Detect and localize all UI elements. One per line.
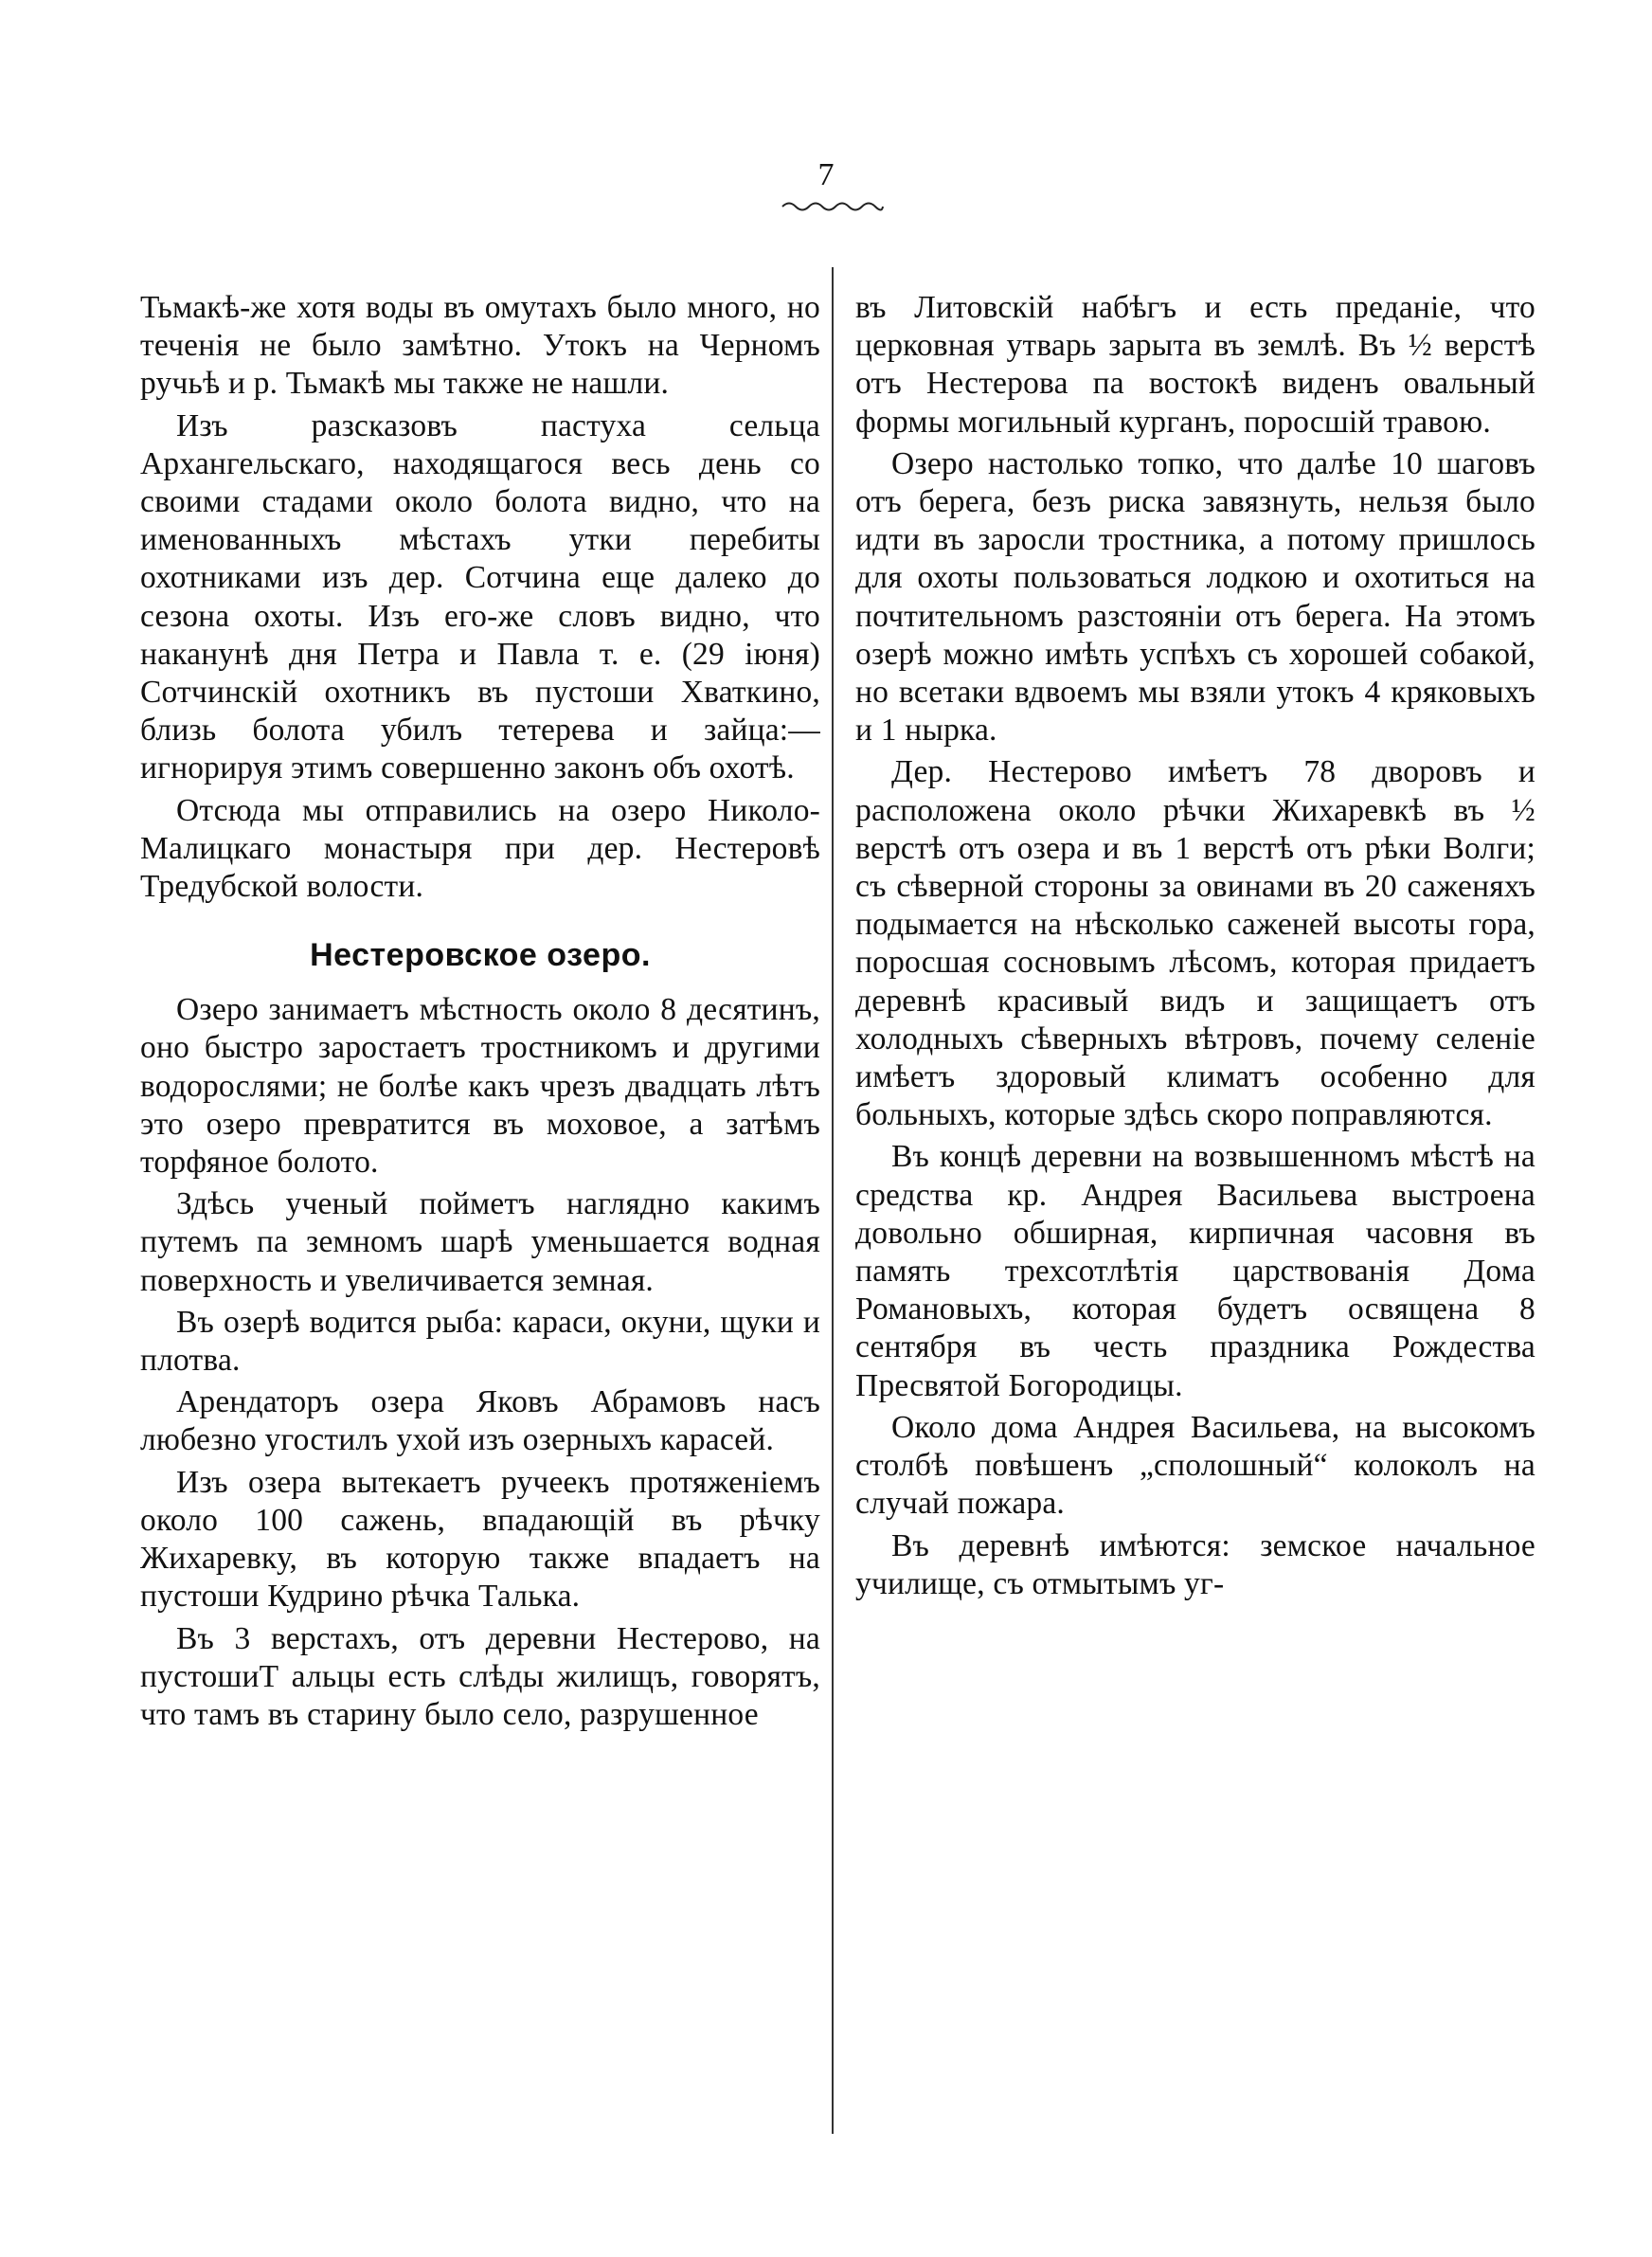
right-column	[855, 289, 1535, 1607]
section-heading: Нестеровское озеро.	[310, 937, 651, 974]
left-paragraph-7: Арендаторъ озера Яковъ Абрамовъ насъ любезно угостилъ ухой изъ озерныхъ карасей.	[140, 1384, 820, 1458]
left-column	[140, 289, 820, 1738]
left-paragraph-3: Отсюда мы отправились на озеро Николо-Малицкаго монастыря при дер. Нестеровѣ Тредубской волости.	[140, 792, 820, 905]
column-divider	[832, 267, 834, 2134]
left-paragraph-9: Въ 3 верстахъ, отъ деревни Нестерово, на пустошиТ альцы есть слѣды жилищъ, говорятъ, что тамъ въ старину было село, разрушенное	[140, 1620, 820, 1732]
right-paragraph-1: въ Литовскій набѣгъ и есть преданіе, что церковная утварь зарыта въ землѣ. Въ ½ верстѣ отъ Нестерова па востокѣ виденъ овальный формы могильный курганъ, поросшій травою.	[855, 290, 1535, 440]
right-paragraph-3: Дер. Нестерово имѣетъ 78 дворовъ и расположена около рѣчки Жихаревкѣ въ ½ верстѣ отъ озера и въ 1 верстѣ отъ рѣки Волги; съ сѣверной стороны за овинами въ 20 саженяхъ подымается на нѣсколько саженей высоты гора, поросшая сосновымъ лѣсомъ, которая придаетъ деревнѣ красивый видъ и защищаетъ отъ холодныхъ сѣверныхъ вѣтровъ, почему селеніе имѣетъ здоровый климатъ особенно для больныхъ, которые здѣсь скоро поправляются.	[855, 754, 1535, 1133]
left-paragraph-6: Въ озерѣ водится рыба: караси, окуни, щуки и плотва.	[140, 1304, 820, 1379]
page-number-ornament	[781, 199, 885, 212]
page-number: 7	[817, 157, 835, 192]
right-paragraph-2: Озеро настолько топко, что далѣе 10 шаговъ отъ берега, безъ риска завязнуть, нельзя было идти въ заросли тростника, а потому пришлось для охоты пользоваться лодкою и охотиться на почтительномъ разстояніи отъ берега. На этомъ озерѣ можно имѣть успѣхъ съ хорошей собакой, но всетаки вдвоемъ мы взяли утокъ 4 кряковыхъ и 1 нырка.	[855, 445, 1535, 749]
left-paragraph-4: Озеро занимаетъ мѣстность около 8 десятинъ, оно быстро заростаетъ тростникомъ и другими водорослями; не болѣе какъ чрезъ двадцать лѣтъ это озеро превратится въ моховое, а затѣмъ торфяное болото.	[140, 992, 820, 1181]
right-paragraph-4: Въ концѣ деревни на возвышенномъ мѣстѣ на средства кр. Андрея Васильева выстроена довольно обширная, кирпичная часовня въ память трехсотлѣтія царствованія Дома Романовыхъ, которая будетъ освящена 8 сентября въ честь праздника Рождества Пресвятой Богородицы.	[855, 1139, 1535, 1403]
left-paragraph-1: Тьмакѣ-же хотя воды въ омутахъ было много, но теченія не было замѣтно. Утокъ на Черномъ ручьѣ и р. Тьмакѣ мы также не нашли.	[140, 290, 820, 402]
left-paragraph-5: Здѣсь ученый пойметъ наглядно какимъ путемъ па земномъ шарѣ уменьшается водная поверхность и увеличивается земная.	[140, 1186, 820, 1298]
left-paragraph-2: Изъ разсказовъ пастуха сельца Архангельскаго, находящагося весь день со своими стадами около болота видно, что на именованныхъ мѣстахъ утки перебиты охотниками изъ дер. Сотчина еще далеко до сезона охоты. Изъ его-же словъ видно, что наканунѣ дня Петра и Павла т. е. (29 іюня) Сотчинскій охотникъ въ пустоши Хваткино, близь болота убилъ тетерева и зайца:— игнорируя этимъ совершенно законъ объ охотѣ.	[140, 407, 820, 786]
left-paragraph-8: Изъ озера вытекаетъ ручеекъ протяженіемъ около 100 сажень, впадающій въ рѣчку Жихаревку, въ которую также впадаетъ на пустоши Кудрино рѣчка Талька.	[140, 1464, 820, 1615]
right-paragraph-5: Около дома Андрея Васильева, на высокомъ столбѣ повѣшенъ „сполошный“ колоколъ на случай пожара.	[855, 1409, 1535, 1522]
right-paragraph-6: Въ деревнѣ имѣются: земское начальное училище, съ отмытымъ уг-	[855, 1527, 1535, 1601]
